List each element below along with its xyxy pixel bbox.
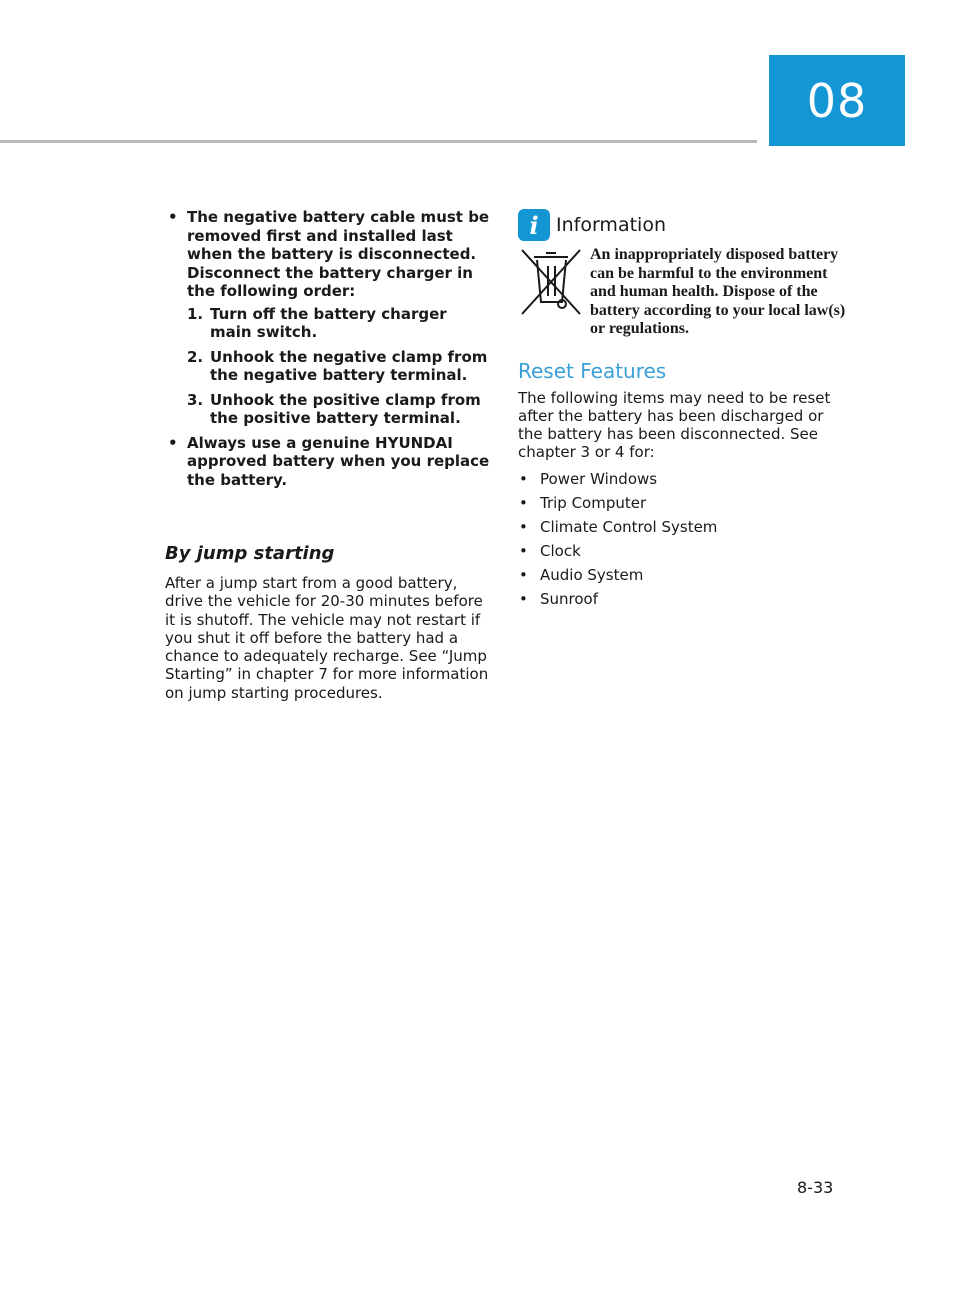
bullet-dot: •	[168, 208, 178, 226]
reset-features-title: Reset Features	[518, 358, 667, 383]
jump-starting-text: After a jump start from a good battery, drive the vehicle for 20-30 minutes before it is shutoff. The vehicle may not restart if you shut it off before the battery had a chance to adequately recharge. See “Jump Starting” in chapter 7 for more information on jump starting procedures.	[165, 574, 489, 702]
header-rule	[0, 140, 757, 143]
bullet-text: Always use a genuine HYUNDAI approved battery when you replace the battery.	[187, 433, 490, 489]
information-title: Information	[556, 214, 666, 236]
step-item	[187, 391, 493, 428]
jump-starting-heading: By jump starting	[165, 543, 335, 564]
page-number: 8-33	[797, 1178, 834, 1197]
list-item: • Climate Control System	[519, 517, 718, 536]
info-icon: i	[518, 209, 550, 241]
caution-bullet-list	[165, 208, 493, 489]
bullet-text: The negative battery cable must be removed first and installed last when the battery is disconnected. Disconnect the battery charger in the following order:	[187, 208, 490, 300]
step-number: 2.	[187, 347, 204, 366]
step-text: Unhook the positive clamp from the positive battery terminal.	[210, 390, 481, 427]
right-column	[518, 208, 848, 614]
step-number: 1.	[187, 304, 204, 323]
list-item: • Clock	[519, 541, 581, 560]
reset-features-list	[518, 470, 848, 608]
step-number: 3.	[187, 390, 204, 409]
step-item	[187, 348, 493, 385]
step-item	[187, 305, 493, 342]
list-item: • Trip Computer	[519, 493, 647, 512]
left-column	[165, 208, 493, 702]
bullet-item	[165, 434, 493, 490]
bullet-item	[165, 208, 493, 428]
information-header	[518, 208, 848, 242]
information-body	[518, 246, 848, 339]
steps-list	[187, 305, 493, 428]
information-text: An inappropriately disposed battery can be harmful to the environment and human health. Dispose of the battery according to your local law(s) or regulations.	[590, 246, 846, 337]
bullet-dot: •	[168, 433, 178, 452]
reset-features-intro: The following items may need to be reset after the battery has been discharged or the battery has been disconnected. See chapter 3 or 4 for:	[518, 388, 831, 462]
step-text: Turn off the battery charger main switch.	[210, 304, 447, 341]
list-item: • Audio System	[519, 565, 644, 584]
chapter-number: 08	[806, 73, 868, 128]
crossed-out-bin-icon	[518, 246, 586, 318]
step-text: Unhook the negative clamp from the negative battery terminal.	[210, 347, 488, 384]
list-item: • Power Windows	[519, 469, 658, 488]
list-item: • Sunroof	[519, 589, 599, 608]
chapter-tab	[769, 55, 905, 146]
